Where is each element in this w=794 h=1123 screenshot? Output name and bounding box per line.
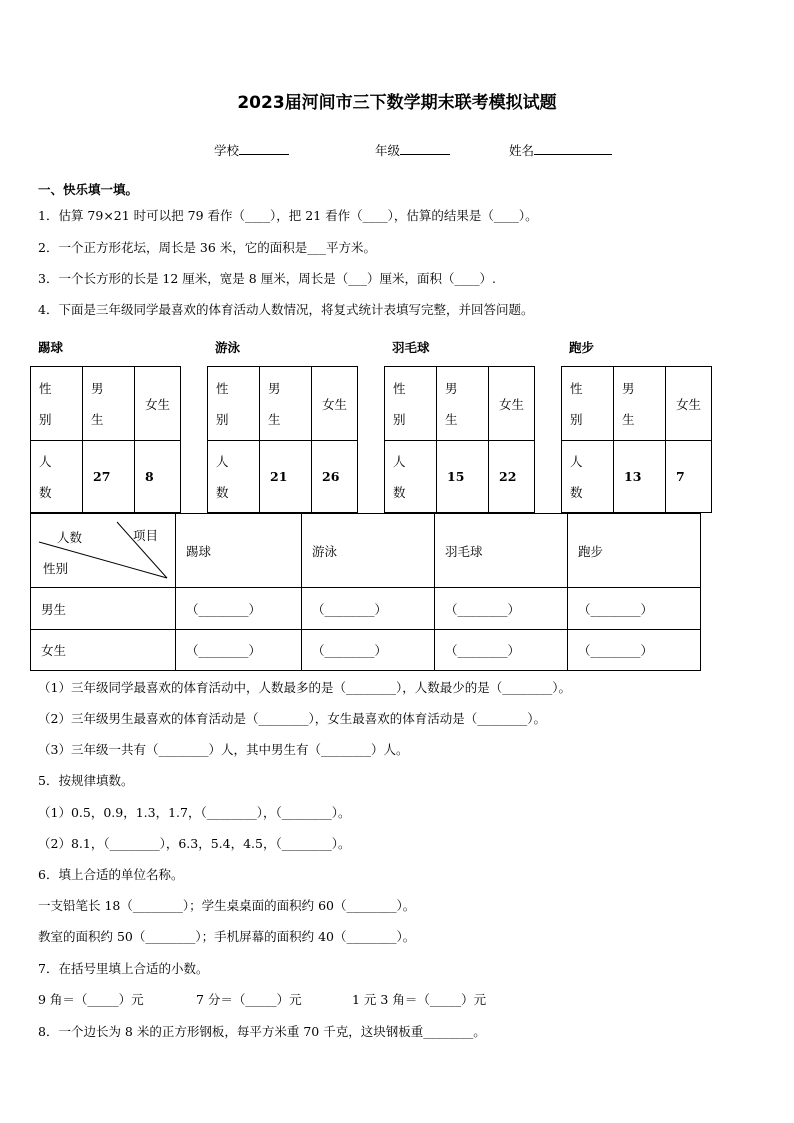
header-cell: 游泳 bbox=[302, 514, 435, 588]
question-7-a: 9 角＝（_____）元 bbox=[38, 992, 144, 1007]
row-label: 女生 bbox=[31, 630, 176, 671]
question-4-3: （3）三年级一共有（________）人，其中男生有（________）人。 bbox=[38, 742, 409, 757]
question-7-b: 7 分＝（_____）元 bbox=[196, 992, 302, 1007]
male-header: 男 生 bbox=[437, 367, 489, 441]
male-header: 男 生 bbox=[614, 367, 666, 441]
gender-header: 性 别 bbox=[31, 367, 83, 441]
answer-blank[interactable]: （________） bbox=[435, 630, 568, 671]
sport-heading: 踢球 bbox=[38, 340, 64, 355]
boys-count: 27 bbox=[83, 441, 135, 513]
question-5-2: （2）8.1，（________），6.3，5.4，4.5，（________）。 bbox=[38, 836, 351, 851]
name-label: 姓名 bbox=[509, 143, 535, 158]
grade-field[interactable] bbox=[375, 141, 450, 159]
sport-heading: 羽毛球 bbox=[392, 340, 430, 355]
diag-gender-label: 性别 bbox=[43, 561, 69, 576]
count-header: 人 数 bbox=[208, 441, 260, 513]
question-3: 3．一个长方形的长是 12 厘米，宽是 8 厘米，周长是（___）厘米，面积（____）. bbox=[38, 271, 496, 286]
question-7-c: 1 元 3 角＝（_____）元 bbox=[352, 992, 487, 1007]
girls-count: 8 bbox=[135, 441, 181, 513]
sport-table bbox=[561, 366, 712, 513]
girls-count: 7 bbox=[666, 441, 712, 513]
header-cell: 跑步 bbox=[568, 514, 701, 588]
gender-header: 性 别 bbox=[208, 367, 260, 441]
girls-count: 26 bbox=[312, 441, 358, 513]
answer-blank[interactable]: （________） bbox=[176, 630, 302, 671]
school-label: 学校 bbox=[214, 143, 240, 158]
count-header: 人 数 bbox=[31, 441, 83, 513]
boys-count: 13 bbox=[614, 441, 666, 513]
female-header: 女生 bbox=[489, 367, 535, 441]
male-header: 男 生 bbox=[83, 367, 135, 441]
question-5-1: （1）0.5，0.9，1.3，1.7，（________），（________）。 bbox=[38, 805, 351, 820]
name-field[interactable] bbox=[509, 141, 612, 159]
question-4: 4．下面是三年级同学最喜欢的体育活动人数情况，将复式统计表填写完整，并回答问题。 bbox=[38, 302, 534, 317]
answer-blank[interactable]: （________） bbox=[435, 588, 568, 630]
question-5: 5．按规律填数。 bbox=[38, 773, 134, 788]
header-cell: 踢球 bbox=[176, 514, 302, 588]
sport-heading: 跑步 bbox=[569, 340, 595, 355]
question-6: 6．填上合适的单位名称。 bbox=[38, 867, 184, 882]
gender-header: 性 别 bbox=[562, 367, 614, 441]
question-1: 1．估算 79×21 时可以把 79 看作（____），把 21 看作（____），估算的结果是（____）。 bbox=[38, 208, 538, 223]
answer-blank[interactable]: （________） bbox=[302, 630, 435, 671]
question-7: 7．在括号里填上合适的小数。 bbox=[38, 961, 209, 976]
answer-blank[interactable]: （________） bbox=[568, 630, 701, 671]
section-heading: 一、快乐填一填。 bbox=[38, 182, 139, 197]
school-field[interactable] bbox=[214, 141, 289, 159]
gender-header: 性 别 bbox=[385, 367, 437, 441]
female-header: 女生 bbox=[312, 367, 358, 441]
sport-table bbox=[207, 366, 358, 513]
question-2: 2．一个正方形花坛，周长是 36 米，它的面积是___平方米。 bbox=[38, 240, 377, 255]
question-6-2: 教室的面积约 50（________）；手机屏幕的面积约 40（________）。 bbox=[38, 929, 416, 944]
question-4-1: （1）三年级同学最喜欢的体育活动中，人数最多的是（________），人数最少的是（________）。 bbox=[38, 680, 571, 695]
sport-table bbox=[384, 366, 535, 513]
diag-people-label: 人数 bbox=[57, 530, 83, 545]
male-header: 男 生 bbox=[260, 367, 312, 441]
female-header: 女生 bbox=[666, 367, 712, 441]
answer-blank[interactable]: （________） bbox=[176, 588, 302, 630]
compound-stat-table bbox=[30, 513, 701, 671]
boys-count: 15 bbox=[437, 441, 489, 513]
diagonal-header-cell bbox=[31, 514, 176, 588]
page-title: 2023届河间市三下数学期末联考模拟试题 bbox=[237, 93, 557, 113]
count-header: 人 数 bbox=[385, 441, 437, 513]
girls-count: 22 bbox=[489, 441, 535, 513]
sport-heading: 游泳 bbox=[215, 340, 241, 355]
question-4-2: （2）三年级男生最喜欢的体育活动是（________），女生最喜欢的体育活动是（________）。 bbox=[38, 711, 546, 726]
answer-blank[interactable]: （________） bbox=[302, 588, 435, 630]
question-8: 8．一个边长为 8 米的正方形钢板，每平方米重 70 千克，这块钢板重________。 bbox=[38, 1024, 486, 1039]
row-label: 男生 bbox=[31, 588, 176, 630]
question-6-1: 一支铅笔长 18（________）；学生桌桌面的面积约 60（________）。 bbox=[38, 898, 416, 913]
female-header: 女生 bbox=[135, 367, 181, 441]
answer-blank[interactable]: （________） bbox=[568, 588, 701, 630]
header-cell: 羽毛球 bbox=[435, 514, 568, 588]
boys-count: 21 bbox=[260, 441, 312, 513]
diag-item-label: 项目 bbox=[133, 528, 159, 543]
grade-label: 年级 bbox=[375, 143, 401, 158]
sport-table bbox=[30, 366, 181, 513]
count-header: 人 数 bbox=[562, 441, 614, 513]
